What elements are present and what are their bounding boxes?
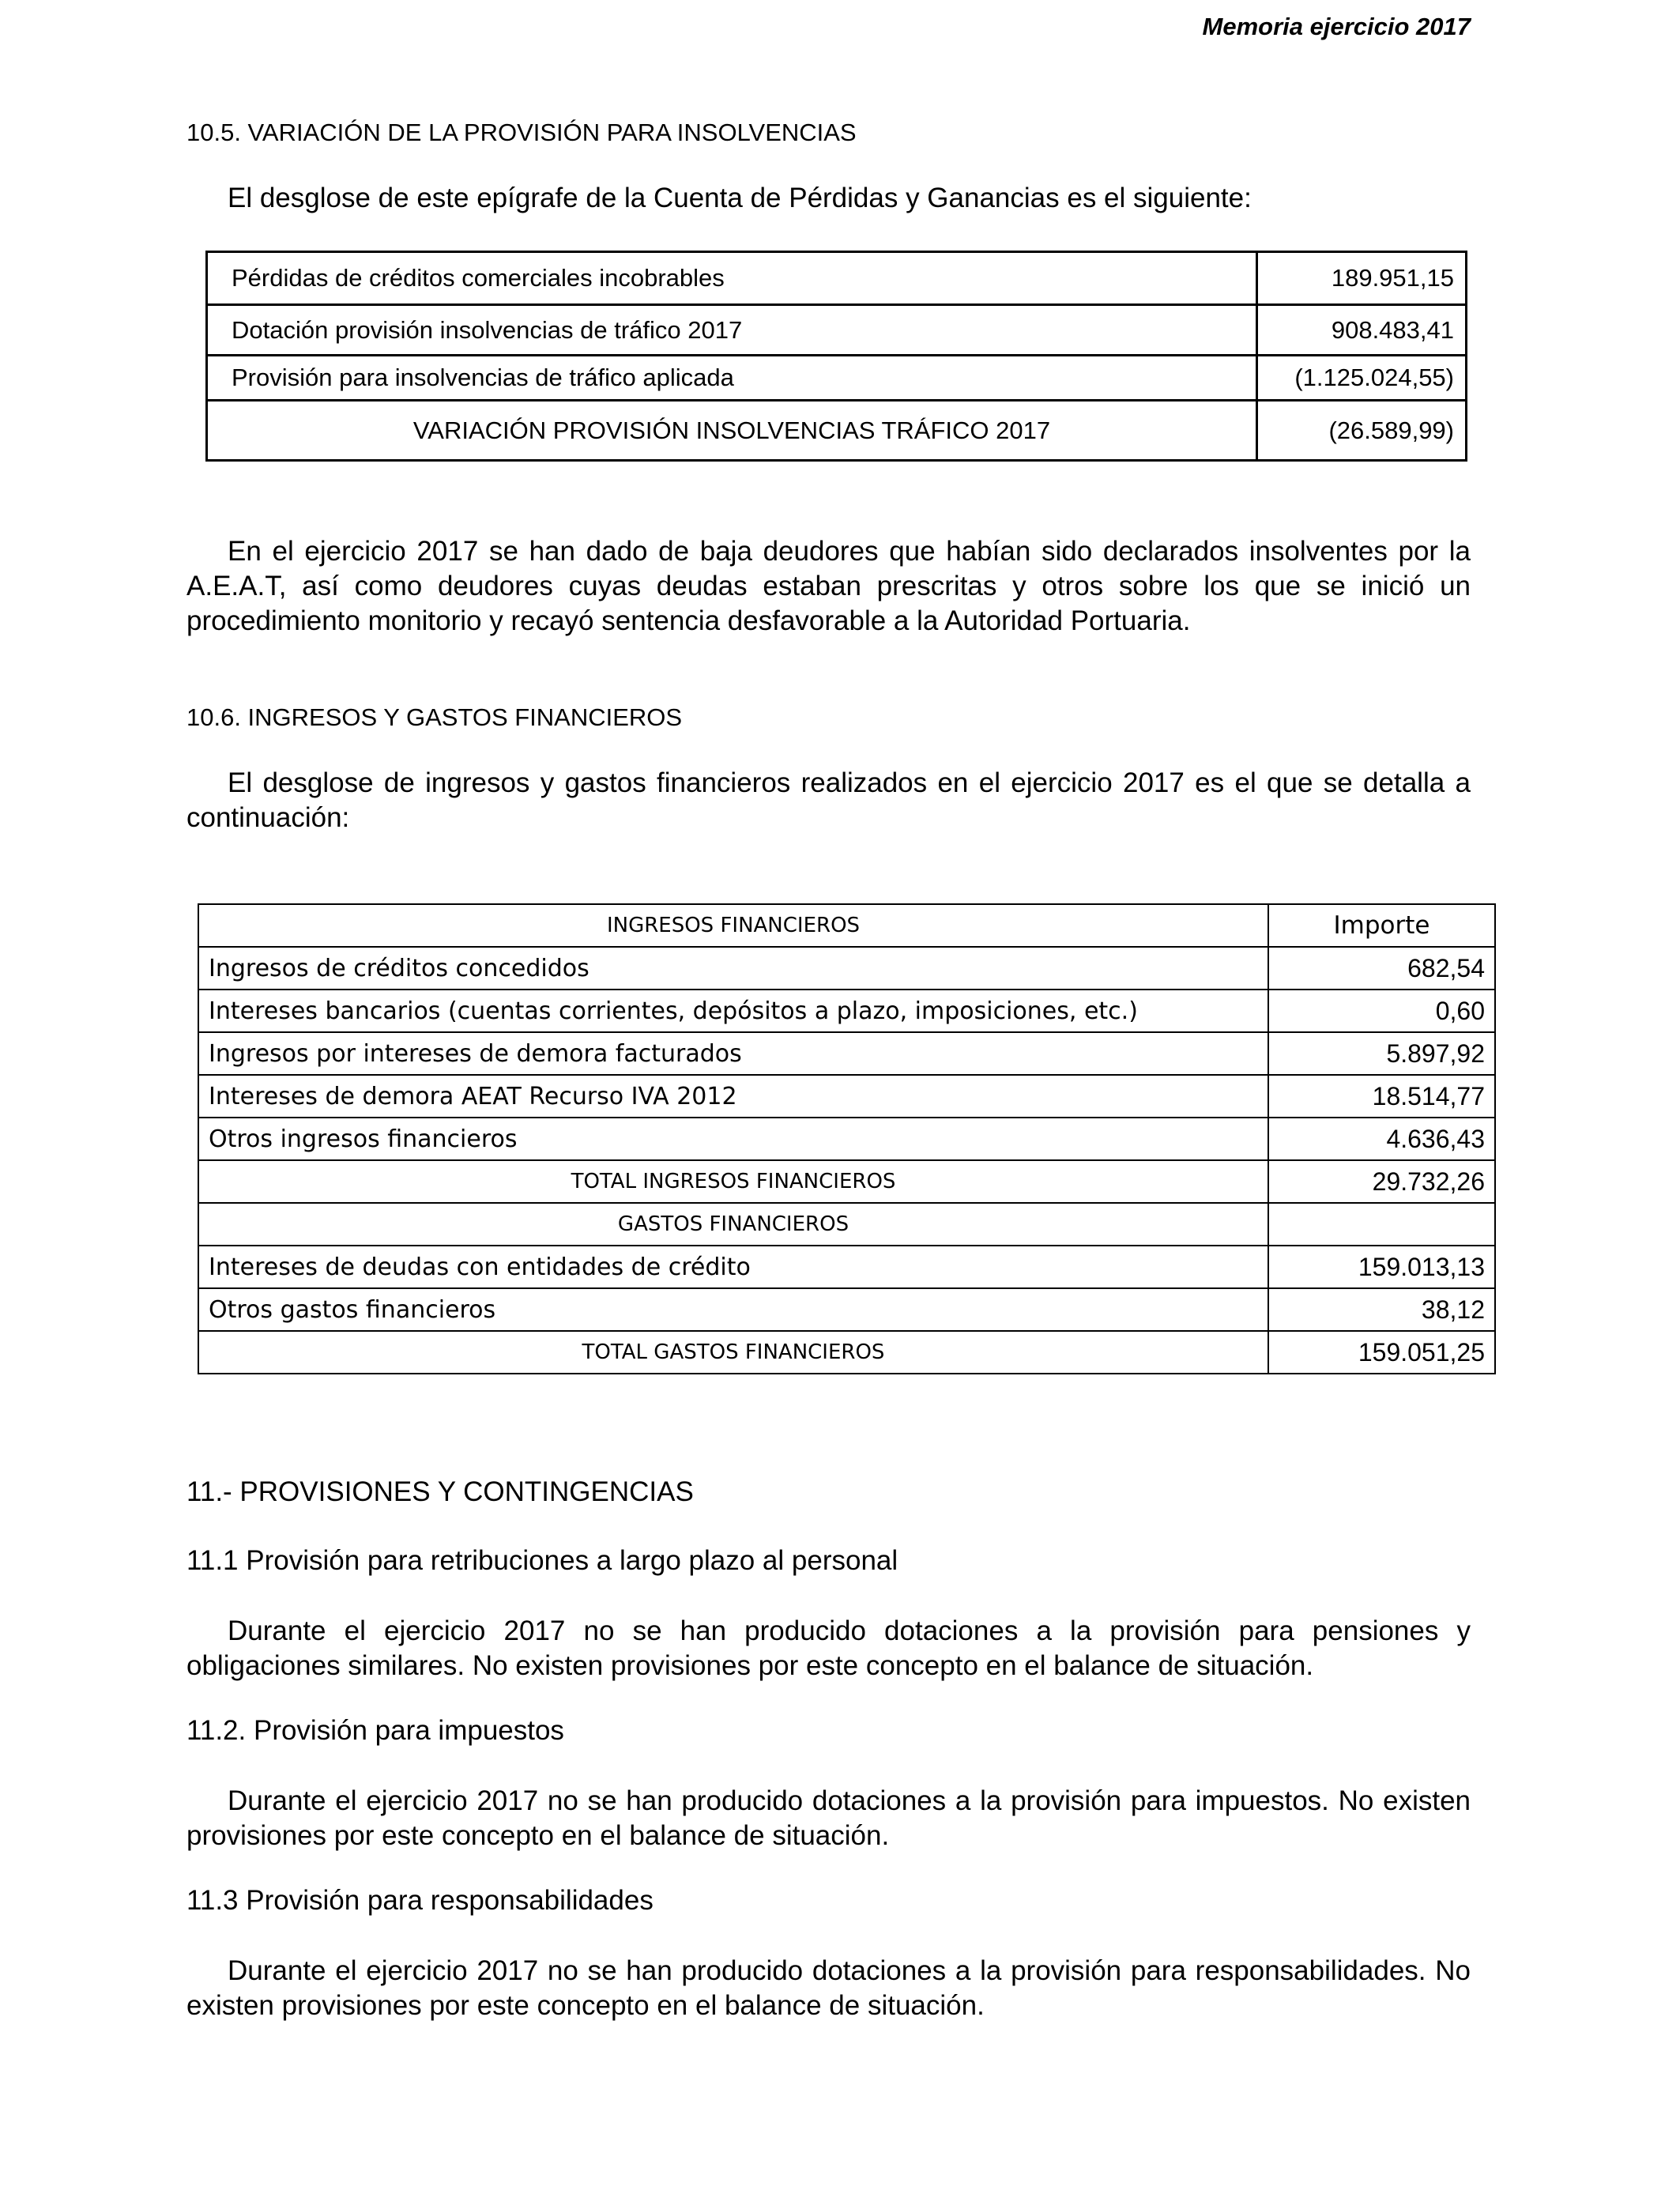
section-11-1-text: Durante el ejercicio 2017 no se han producido dotaciones a la provisión para pensiones y obligaciones similares. No existen provisiones por este concepto en el balance de situación. (186, 1615, 1471, 1681)
income-total-value: 29.732,26 (1268, 1160, 1495, 1203)
section-10-5-intro: El desglose de este epígrafe de la Cuenta de Pérdidas y Ganancias es el siguiente: (228, 183, 1252, 213)
section-11-2-text: Durante el ejercicio 2017 no se han producido dotaciones a la provisión para impuestos. No existen provisiones por este concepto en el balance de situación. (186, 1785, 1471, 1851)
row-label: Provisión para insolvencias de tráfico aplicada (207, 356, 1257, 401)
row-label: Intereses de demora AEAT Recurso IVA 2012 (198, 1075, 1268, 1118)
section-11-heading: 11.- PROVISIONES Y CONTINGENCIAS (186, 1476, 694, 1507)
insolvency-provision-table (205, 251, 1467, 462)
table-total-row (198, 1160, 1495, 1203)
row-value: (1.125.024,55) (1257, 356, 1467, 401)
section-11-2-heading: 11.2. Provisión para impuestos (186, 1715, 564, 1746)
section-10-5-note: En el ejercicio 2017 se han dado de baja deudores que habían sido declarados insolventes por la A.E.A.T, así como deudores cuyas deudas estaban prescritas y otros sobre los que se inició un procedimiento monitorio y recayó sentencia desfavorable a la Autoridad Portuaria. (186, 536, 1471, 636)
row-value: 159.013,13 (1268, 1246, 1495, 1288)
table-row (198, 947, 1495, 990)
table-header-row (198, 904, 1495, 947)
section-11-3-text: Durante el ejercicio 2017 no se han producido dotaciones a la provisión para responsabilidades. No existen provisiones por este concepto en el balance de situación. (186, 1955, 1471, 2021)
table-row (198, 1246, 1495, 1288)
row-label: Intereses bancarios (cuentas corrientes, depósitos a plazo, imposiciones, etc.) (198, 990, 1268, 1032)
table-row (198, 990, 1495, 1032)
page-header-title: Memoria ejercicio 2017 (1202, 13, 1471, 40)
section-10-5-heading: 10.5. VARIACIÓN DE LA PROVISIÓN PARA INSOLVENCIAS (186, 119, 857, 146)
expense-total-value: 159.051,25 (1268, 1331, 1495, 1374)
amount-header: Importe (1268, 904, 1495, 947)
row-value: 38,12 (1268, 1288, 1495, 1331)
table-row (198, 1288, 1495, 1331)
section-11-1-heading: 11.1 Provisión para retribuciones a largo plazo al personal (186, 1545, 898, 1576)
row-value: 0,60 (1268, 990, 1495, 1032)
row-label: Dotación provisión insolvencias de tráfico 2017 (207, 305, 1257, 356)
row-value: 5.897,92 (1268, 1032, 1495, 1075)
row-label: Pérdidas de créditos comerciales incobrables (207, 252, 1257, 305)
row-value: 4.636,43 (1268, 1118, 1495, 1160)
income-total-label: TOTAL INGRESOS FINANCIEROS (198, 1160, 1268, 1203)
section-10-6-heading: 10.6. INGRESOS Y GASTOS FINANCIEROS (186, 703, 683, 731)
table-row (198, 1032, 1495, 1075)
row-label: Ingresos por intereses de demora facturados (198, 1032, 1268, 1075)
row-value: 682,54 (1268, 947, 1495, 990)
total-value: (26.589,99) (1257, 401, 1467, 461)
row-label: Otros ingresos financieros (198, 1118, 1268, 1160)
table-row (207, 305, 1467, 356)
section-10-6-intro: El desglose de ingresos y gastos financieros realizados en el ejercicio 2017 es el que se detalla a continuación: (186, 767, 1471, 833)
row-label: Otros gastos financieros (198, 1288, 1268, 1331)
expense-header-empty-cell (1268, 1203, 1495, 1246)
row-label: Ingresos de créditos concedidos (198, 947, 1268, 990)
income-header: INGRESOS FINANCIEROS (198, 904, 1268, 947)
section-11-3-heading: 11.3 Provisión para responsabilidades (186, 1885, 654, 1916)
expense-header: GASTOS FINANCIEROS (198, 1203, 1268, 1246)
expense-total-label: TOTAL GASTOS FINANCIEROS (198, 1331, 1268, 1374)
total-label: VARIACIÓN PROVISIÓN INSOLVENCIAS TRÁFICO 2017 (207, 401, 1257, 461)
table-total-row (207, 401, 1467, 461)
financial-income-expense-table (198, 903, 1496, 1374)
row-label: Intereses de deudas con entidades de crédito (198, 1246, 1268, 1288)
table-row (198, 1118, 1495, 1160)
table-row (198, 1075, 1495, 1118)
table-total-row (198, 1331, 1495, 1374)
table-header-row (198, 1203, 1495, 1246)
table-row (207, 356, 1467, 401)
table-row (207, 252, 1467, 305)
row-value: 189.951,15 (1257, 252, 1467, 305)
row-value: 908.483,41 (1257, 305, 1467, 356)
row-value: 18.514,77 (1268, 1075, 1495, 1118)
